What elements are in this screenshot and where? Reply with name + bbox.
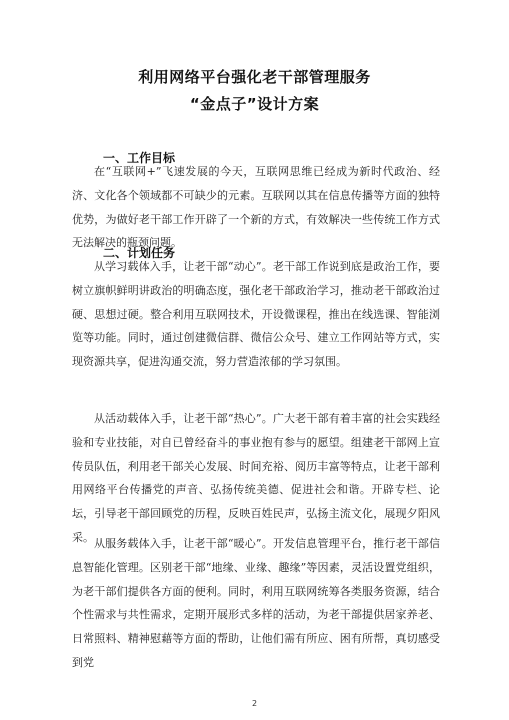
page-number: 2 — [251, 699, 258, 708]
paragraph-study-carrier: 从学习载体入手，让老干部“动心”。老干部工作说到底是政治工作，要树立旗帜鲜明讲政治的明确态度，强化老干部政治学习，推动老干部政治过硬、思想过硬。整合利用互联网技术，开设微课程，推出在线选课、智能浏览等功能。同时，通过创建微信群、微信公众号、建立工作网站等方式，实现资源共享，促进沟通交流，努力营造浓郁的学习氛围。 — [72, 260, 440, 369]
document-title-line1: 利用网络平台强化老干部管理服务 — [138, 68, 371, 86]
section-heading-goals: 一、工作目标 — [103, 151, 176, 165]
paragraph-activity-carrier: 从活动载体入手，让老干部“热心”。广大老干部有着丰富的社会实践经验和专业技能，对自已曾经奋斗的事业抱有参与的愿望。组建老干部网上宣传员队伍，利用老干部关心发展、时间充裕、阅历丰富等特点，让老干部利用网络平台传播党的声音、弘扬传统美德、促进社会和谐。开辟专栏、论坛，引导老干部回顾党的历程，反映百姓民声，弘扬主流文化，展现夕阳风采。 — [72, 412, 440, 544]
section-heading-tasks: 二、计划任务 — [103, 246, 176, 260]
document-title-line2: “金点子”设计方案 — [189, 95, 320, 113]
paragraph-goals: 在“互联网+”飞速发展的今天，互联网思维已经成为新时代政治、经济、文化各个领域都不可缺少的元素。互联网以其在信息传播等方面的独特优势，为做好老干部工作开辟了一个新的方式，有效解决一些传统工作方式无法解决的瓶颈问题。 — [72, 165, 440, 250]
paragraph-service-carrier: 从服务载体入手，让老干部“暖心”。开发信息管理平台，推行老干部信息智能化管理。区别老干部“地缘、业缘、趣缘”等因素，灵活设置党组织，为老干部们提供各方面的便利。同时，利用互联网统筹各类服务资源，结合个性需求与共性需求，定期开展形式多样的活动，为老干部提供居家养老、日常照料、精神慰藉等方面的帮助，让他们需有所应、困有所帮，真切感受到党 — [72, 537, 440, 669]
